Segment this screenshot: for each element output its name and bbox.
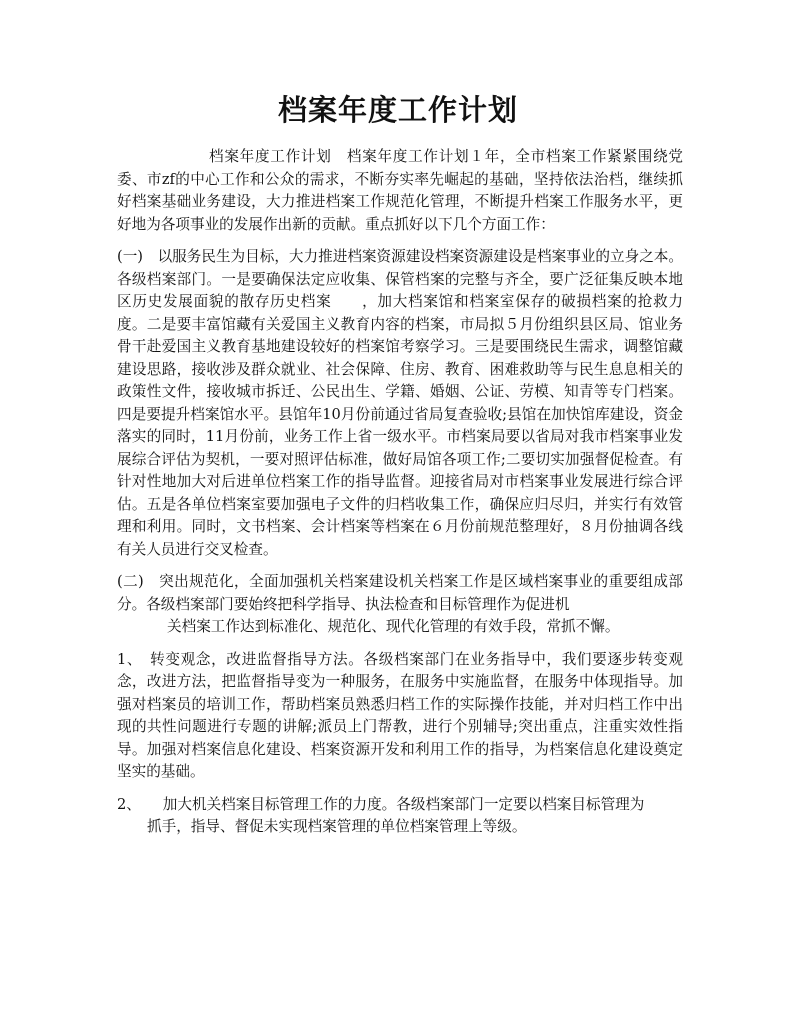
item-one-paragraph: 1、 转变观念，改进监督指导方法。各级档案部门在业务指导中，我们要逐步转变观念，改进方法，把监督指导变为一种服务，在服务中实施监督，在服务中体现指导。加强对档案员的培训工作，帮助档案员熟悉归档工作的实际操作技能，并对归档工作中出现的共性问题进行专题的讲解;派员上门帮教，进行个别辅导;突出重点，注重实效性指导。加强对档案信息化建设、档案资源开发和利用工作的指导，为档案信息化建设奠定坚实的基础。 [117,650,683,780]
document-body [117,146,683,849]
item-two-paragraph [117,794,683,839]
item-two-line-1: 2、 加大机关档案目标管理工作的力度。各级档案部门一定要以档案目标管理为 [117,795,645,813]
section-one-paragraph: (一) 以服务民生为目标，大力推进档案资源建设档案资源建设是档案事业的立身之本。各级档案部门。一是要确保法定应收集、保管档案的完整与齐全，要广泛征集反映本地区历史发展面貌的散存历史档案 ，加大档案馆和档案室保存的破损档案的抢救力度。二是要丰富馆藏有关爱国主义教育内容的档案，市局拟５月份组织县区局、馆业务骨干赴爱国主义教育基地建设较好的档案馆考察学习。三是要围绕民生需求，调整馆藏建设思路，接收涉及群众就业、社会保障、住房、教育、困难救助等与民生息息相关的政策性文件，接收城市拆迁、公民出生、学籍、婚姻、公证、劳模、知青等专门档案。四是要提升档案馆水平。县馆年10月份前通过省局复查验收;县馆在加快馆库建设，资金落实的同时，11月份前，业务工作上省一级水平。市档案局要以省局对我市档案事业发展综合评估为契机，一要对照评估标准，做好局馆各项工作;二要切实加强督促检查。有针对性地加大对后进单位档案工作的指导监督。迎接省局对市档案事业发展进行综合评估。五是各单位档案室要加强电子文件的归档收集工作，确保应归尽归，并实行有效管理和利用。同时，文书档案、会计档案等档案在６月份前规范整理好，８月份抽调各线有关人员进行交叉检查。 [117,248,683,558]
item-two-line-2: 抓手，指导、督促未实现档案管理的单位档案管理上等级。 [147,818,527,835]
section-two-paragraph [117,571,683,639]
section-two-line-1: (二) 突出规范化，全面加强机关档案建设机关档案工作是区域档案事业的重要组成部分。各级档案部门要始终把科学指导、执法检查和目标管理作为促进机 [117,573,683,613]
intro-paragraph: 档案年度工作计划 档案年度工作计划１年，全市档案工作紧紧围绕党委、市zf的中心工作和公众的需求，不断夯实率先崛起的基础，坚持依法治档，继续抓好档案基础业务建设，大力推进档案工作规范化管理，不断提升档案工作服务水平，更好地为各项事业的发展作出新的贡献。重点抓好以下几个方面工作： [117,148,683,233]
section-two-line-2: 关档案工作达到标准化、规范化、现代化管理的有效手段，常抓不懈。 [167,618,620,635]
document-title: 档案年度工作计划 [277,93,518,127]
